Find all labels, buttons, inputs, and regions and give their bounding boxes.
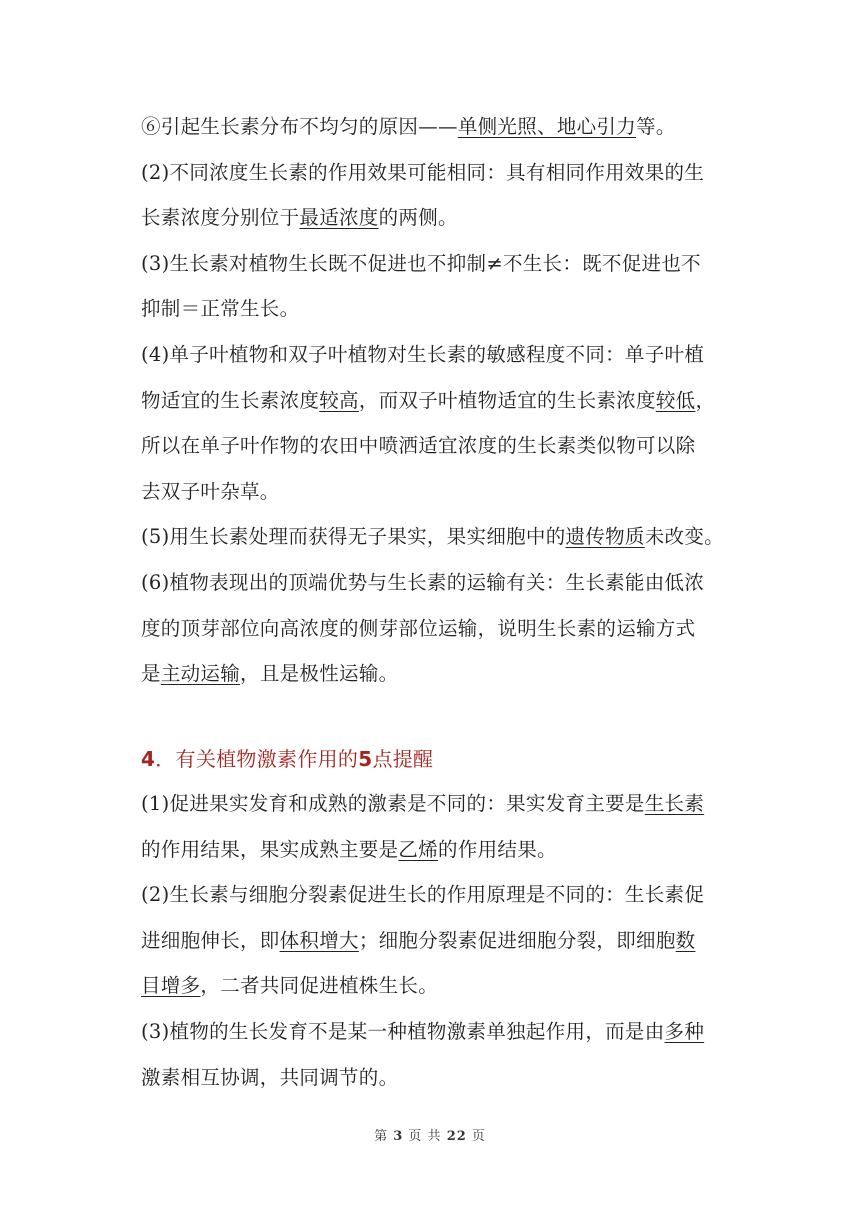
text-line [141,790,704,818]
footer-middle: 页 共 [408,1129,442,1144]
text-span: ；细胞分裂素促进细胞分裂，即细胞 [358,928,676,952]
text-line [141,387,715,415]
text-line [141,569,704,597]
text-line [141,615,695,643]
text-line [141,341,704,369]
heading-dot: ． [155,747,176,771]
underlined-answer: 乙烯 [398,837,439,861]
text-line [141,204,458,232]
text-line [141,523,724,551]
section-heading [141,745,433,773]
text-line [141,836,557,864]
text-line [141,881,704,909]
text-line [141,478,280,506]
text-span: 抑制＝正常生长。 [141,297,300,321]
underlined-answer: 多种 [664,1020,705,1043]
text-span: 去双子叶杂草。 [141,479,280,503]
heading-text-pre: 有关植物激素作用的 [175,747,359,771]
underlined-answer: 较低 [655,388,696,412]
text-line [141,113,676,141]
text-line [141,295,299,323]
text-span: (1)促进果实发育和成熟的激素是不同的：果实发育主要是 [141,792,645,815]
text-span: (2)生长素与细胞分裂素促进生长的作用原理是不同的：生长素促 [141,883,705,907]
text-line [141,159,704,187]
underlined-answer: 目增多 [141,974,201,998]
text-span: 所以在单子叶作物的农田中喷洒适宜浓度的生长素类似物可以除 [141,434,696,458]
text-line [141,660,398,688]
text-line [141,250,701,278]
text-span: (3)生长素对植物生长既不促进也不抑制≠不生长：既不促进也不 [141,251,701,275]
underlined-answer: 最适浓度 [299,206,379,230]
text-span: (2)不同浓度生长素的作用效果可能相同：具有相同作用效果的生 [141,160,705,184]
footer-page-number: 3 [393,1129,404,1144]
text-span: 的两侧。 [378,206,458,230]
text-span: 的作用结果。 [438,837,557,861]
text-line [141,1064,398,1092]
text-line [141,927,695,955]
underlined-answer: 数 [675,928,696,952]
text-span: ，且是极性运输。 [240,662,399,686]
text-span: 等。 [636,115,676,138]
text-span: (3)植物的生长发育不是某一种植物激素单独起作用，而是由 [141,1020,665,1043]
text-span: 长素浓度分别位于 [141,206,300,230]
text-span: ，二者共同促进植株生长。 [200,974,439,998]
text-span: 激素相互协调，共同调节的。 [141,1065,399,1089]
text-line [141,972,438,1000]
text-span: 的作用结果，果实成熟主要是 [141,837,399,861]
underlined-answer: 单侧光照、地心引力 [457,115,637,138]
text-span: ，而双子叶植物适宜的生长素浓度 [358,388,656,412]
text-line [141,432,695,460]
text-span: 未改变。 [644,525,724,549]
underlined-answer: 遗传物质 [565,525,645,549]
text-span: ⑥引起生长素分布不均匀的原因—— [141,115,458,138]
text-span: 度的顶芽部位向高浓度的侧芽部位运输，说明生长素的运输方式 [141,616,696,640]
text-span: (4)单子叶植物和双子叶植物对生长素的敏感程度不同：单子叶植 [141,343,705,366]
text-span: 物适宜的生长素浓度 [141,388,320,412]
underlined-answer: 生长素 [644,792,705,815]
text-span: (5)用生长素处理而获得无子果实，果实细胞中的 [141,525,566,549]
underlined-answer: 主动运输 [160,662,241,686]
heading-count: 5 [358,747,373,771]
underlined-answer: 体积增大 [279,928,359,952]
text-line [141,1018,704,1046]
text-span: ， [695,388,716,412]
heading-text-post: 点提醒 [372,747,434,771]
footer-prefix: 第 [374,1129,389,1144]
text-span: 进细胞伸长，即 [141,928,280,952]
underlined-answer: 较高 [319,388,359,412]
footer-suffix: 页 [471,1129,486,1144]
footer-total-pages: 22 [446,1129,467,1144]
text-span: (6)植物表现出的顶端优势与生长素的运输有关：生长素能由低浓 [141,571,705,594]
heading-number: 4 [141,747,156,771]
text-span: 是 [141,662,161,686]
page-footer [0,1128,860,1146]
